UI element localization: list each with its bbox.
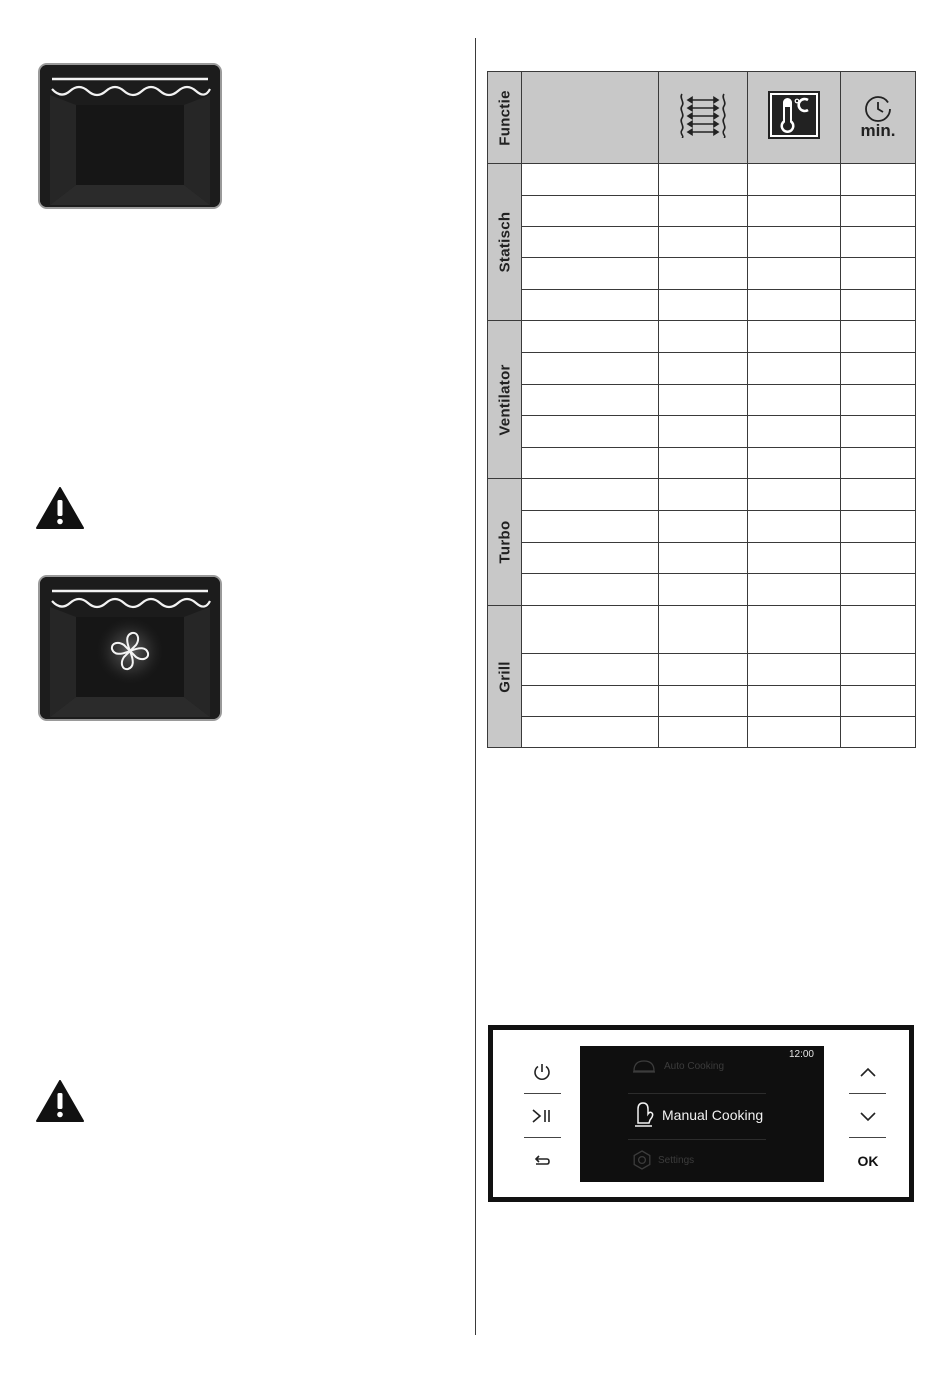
table-cell	[748, 654, 841, 686]
oven-control-panel	[488, 1025, 914, 1202]
oven-top-heat-icon	[38, 63, 222, 209]
table-cell	[748, 479, 841, 511]
button-separator	[849, 1093, 886, 1094]
chevron-up-icon	[859, 1066, 877, 1078]
table-cell	[522, 654, 659, 686]
table-cell	[522, 353, 659, 385]
table-cell	[522, 416, 659, 448]
header-dish	[522, 72, 659, 164]
table-cell	[659, 385, 748, 416]
table-cell	[659, 686, 748, 717]
table-row	[488, 448, 916, 479]
category-turbo	[488, 479, 522, 606]
table-cell	[841, 227, 916, 258]
table-cell	[748, 574, 841, 606]
table-cell	[522, 385, 659, 416]
category-label: Grill	[496, 660, 513, 693]
table-cell	[659, 227, 748, 258]
table-cell	[841, 290, 916, 321]
table-row	[488, 574, 916, 606]
category-label: Statisch	[496, 211, 513, 273]
table-cell	[748, 258, 841, 290]
header-function	[488, 72, 522, 164]
table-cell	[522, 717, 659, 748]
table-cell	[659, 196, 748, 227]
table-row	[488, 717, 916, 748]
table-cell	[748, 164, 841, 196]
table-row	[488, 686, 916, 717]
shelf-levels-icon	[678, 92, 728, 138]
menu-separator	[628, 1139, 766, 1140]
button-separator	[524, 1093, 561, 1094]
table-cell	[659, 321, 748, 353]
auto-cooking-icon	[632, 1058, 656, 1074]
table-cell	[841, 448, 916, 479]
table-cell	[841, 164, 916, 196]
down-button[interactable]	[850, 1102, 886, 1130]
table-cell	[522, 227, 659, 258]
category-ventilator	[488, 321, 522, 479]
table-cell	[522, 574, 659, 606]
table-row	[488, 479, 916, 511]
table-cell	[841, 385, 916, 416]
up-button[interactable]	[850, 1058, 886, 1086]
table-cell	[659, 479, 748, 511]
table-row	[488, 511, 916, 543]
table-cell	[841, 654, 916, 686]
function-header-label: Functie	[496, 89, 513, 146]
table-cell	[748, 511, 841, 543]
start-pause-button[interactable]	[524, 1102, 560, 1130]
table-cell	[522, 164, 659, 196]
table-cell	[659, 164, 748, 196]
table-cell	[748, 416, 841, 448]
table-cell	[522, 511, 659, 543]
table-cell	[841, 479, 916, 511]
table-row	[488, 290, 916, 321]
table-cell	[841, 196, 916, 227]
category-grill	[488, 606, 522, 748]
table-cell	[748, 717, 841, 748]
table-cell	[841, 353, 916, 385]
table-cell	[522, 196, 659, 227]
back-icon	[532, 1153, 552, 1169]
table-cell	[659, 543, 748, 574]
table-row	[488, 196, 916, 227]
table-cell	[841, 416, 916, 448]
menu-label-selected: Manual Cooking	[662, 1107, 764, 1123]
table-cell	[522, 321, 659, 353]
thermometer-celsius-icon	[768, 91, 820, 139]
table-cell	[841, 574, 916, 606]
table-cell	[841, 511, 916, 543]
table-cell	[522, 479, 659, 511]
table-cell	[748, 543, 841, 574]
table-row	[488, 227, 916, 258]
table-cell	[841, 717, 916, 748]
table-cell	[748, 385, 841, 416]
table-cell	[659, 258, 748, 290]
warning-icon	[36, 1080, 84, 1122]
oven-mitt-icon	[632, 1101, 656, 1129]
table-cell	[659, 353, 748, 385]
power-button[interactable]	[524, 1058, 560, 1086]
menu-label: Auto Cooking	[664, 1060, 725, 1072]
header-temperature	[748, 72, 841, 164]
cooking-function-table	[487, 71, 916, 748]
chevron-down-icon	[859, 1110, 877, 1122]
table-row	[488, 543, 916, 574]
menu-item-manual-cooking[interactable]	[632, 1101, 763, 1129]
table-cell	[748, 353, 841, 385]
table-cell	[748, 227, 841, 258]
category-label: Ventilator	[496, 363, 513, 436]
table-cell	[841, 543, 916, 574]
table-cell	[659, 448, 748, 479]
back-button[interactable]	[524, 1147, 560, 1175]
table-cell	[522, 258, 659, 290]
table-row	[488, 606, 916, 654]
table-cell	[748, 321, 841, 353]
table-cell	[748, 290, 841, 321]
table-cell	[659, 416, 748, 448]
button-separator	[849, 1137, 886, 1138]
warning-icon	[36, 487, 84, 529]
header-levels	[659, 72, 748, 164]
table-cell	[659, 574, 748, 606]
clock-display: 12:00	[788, 1049, 814, 1060]
power-icon	[532, 1062, 552, 1082]
table-row	[488, 385, 916, 416]
table-row	[488, 353, 916, 385]
menu-item-settings[interactable]	[632, 1150, 694, 1170]
display-screen	[580, 1046, 824, 1182]
category-statisch	[488, 164, 522, 321]
table-header-row	[488, 72, 916, 164]
table-cell	[748, 196, 841, 227]
table-row	[488, 416, 916, 448]
oven-fan-heat-icon	[38, 575, 222, 721]
ok-button[interactable]	[850, 1147, 886, 1175]
time-unit-label: min.	[860, 120, 896, 140]
header-time	[841, 72, 916, 164]
play-pause-icon	[531, 1108, 553, 1124]
table-cell	[522, 606, 659, 654]
menu-separator	[628, 1093, 766, 1094]
table-cell	[659, 511, 748, 543]
table-cell	[659, 717, 748, 748]
table-cell	[659, 606, 748, 654]
table-cell	[659, 654, 748, 686]
table-cell	[522, 543, 659, 574]
table-cell	[748, 448, 841, 479]
menu-label: Settings	[658, 1154, 695, 1166]
column-divider	[475, 38, 476, 1335]
table-cell	[659, 290, 748, 321]
settings-gear-icon	[632, 1150, 652, 1170]
table-cell	[522, 448, 659, 479]
button-separator	[524, 1137, 561, 1138]
clock-icon	[863, 95, 893, 123]
menu-item-auto-cooking[interactable]	[632, 1058, 724, 1074]
category-label: Turbo	[496, 520, 513, 564]
table-row	[488, 321, 916, 353]
table-cell	[748, 606, 841, 654]
table-cell	[522, 686, 659, 717]
table-row	[488, 164, 916, 196]
table-cell	[841, 258, 916, 290]
ok-label: OK	[857, 1153, 879, 1169]
table-cell	[748, 686, 841, 717]
table-cell	[522, 290, 659, 321]
table-row	[488, 654, 916, 686]
table-cell	[841, 321, 916, 353]
table-cell	[841, 606, 916, 654]
table-row	[488, 258, 916, 290]
table-cell	[841, 686, 916, 717]
